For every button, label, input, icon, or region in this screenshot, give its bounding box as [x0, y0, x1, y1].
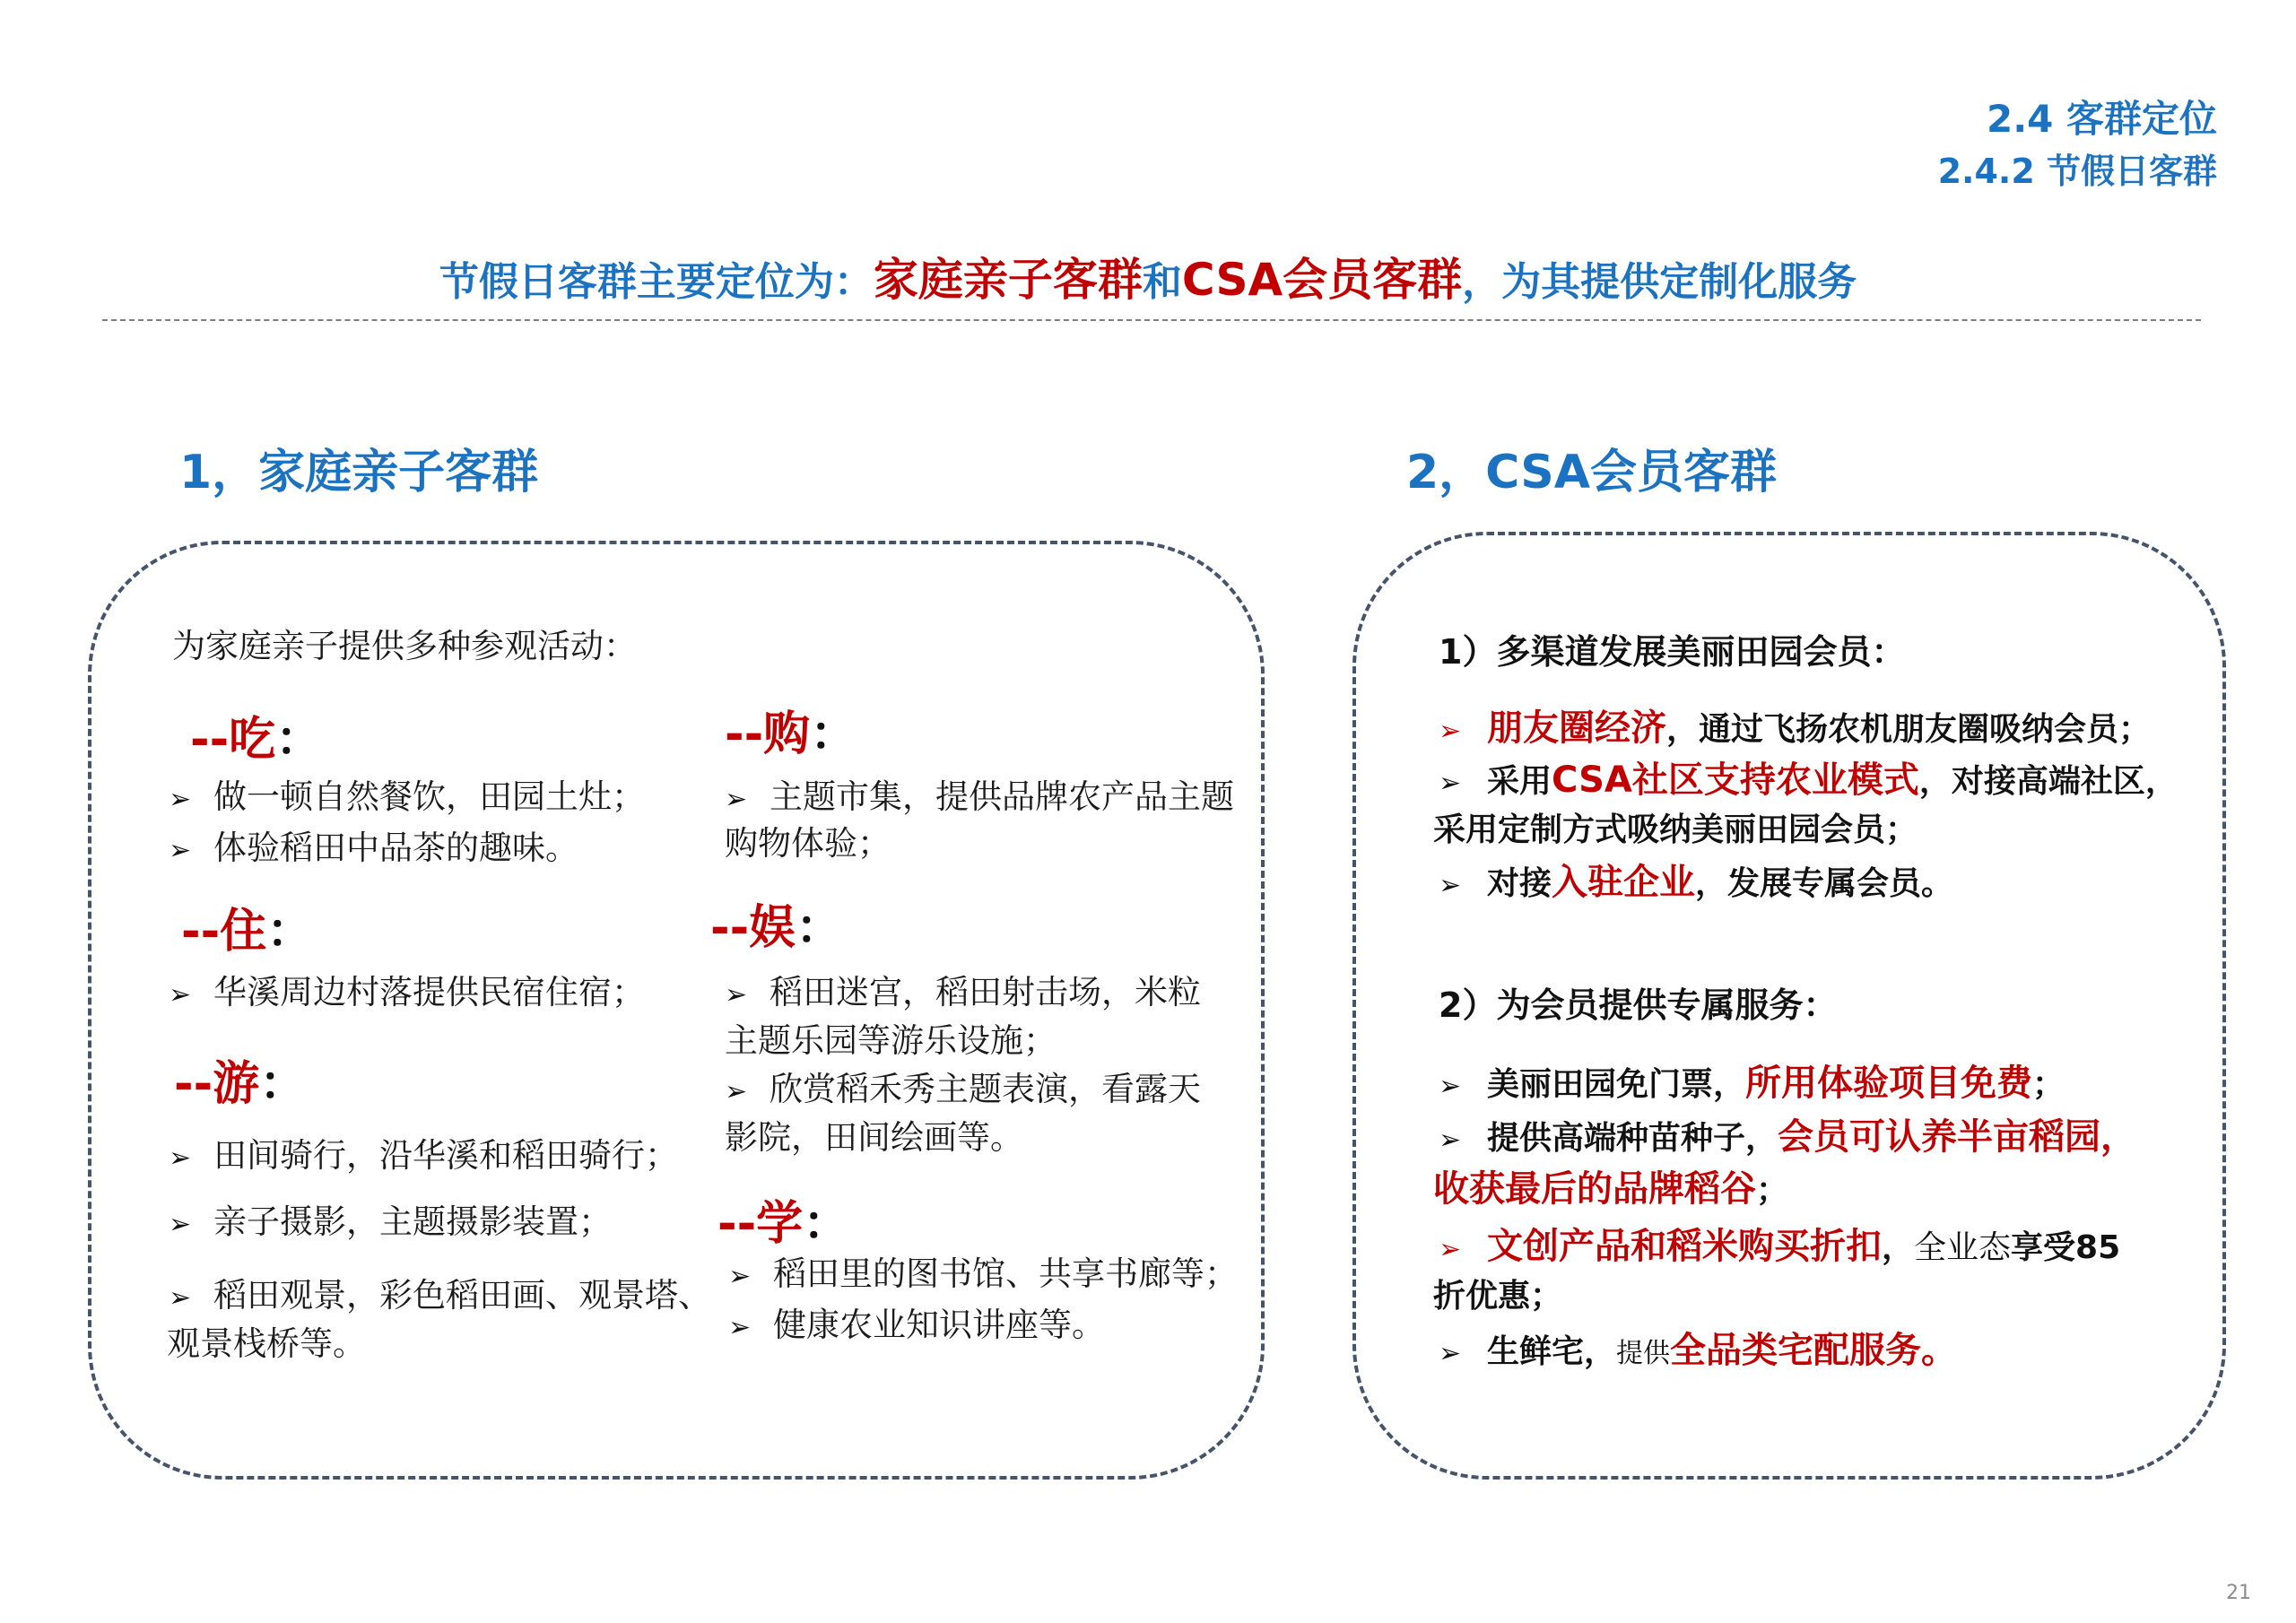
item-text: 采用定制方式吸纳美丽田园会员；: [1433, 812, 1918, 848]
list-item: [728, 1250, 1266, 1301]
category-label: 住: [220, 905, 267, 959]
arrow-bullet-icon: ➢: [1439, 1071, 1462, 1102]
arrow-bullet-icon: ➢: [1439, 1234, 1462, 1265]
item-text: ，通过飞扬农机朋友圈吸纳会员；: [1666, 711, 2152, 748]
item-text: 对接: [1487, 865, 1552, 902]
headline-prefix: 节假日客群主要定位为：: [439, 259, 874, 305]
page-number: 21: [2226, 1582, 2251, 1604]
arrow-bullet-icon: ➢: [1439, 1338, 1462, 1369]
item-text: 生鲜宅: [1487, 1333, 1585, 1370]
arrow-bullet-icon: ➢: [728, 1261, 752, 1292]
category-shop: [725, 696, 857, 763]
list-item-continued: [167, 1320, 366, 1368]
category-colon: ：: [803, 1197, 850, 1251]
emphasis-text: CSA社区支持农业模式: [1552, 759, 1919, 801]
emphasis-text: 所用体验项目免费: [1745, 1063, 2033, 1104]
category-colon: ：: [796, 901, 843, 955]
arrow-bullet-icon: ➢: [725, 979, 748, 1011]
item-text: 健康农业知识讲座等。: [773, 1306, 1105, 1344]
csa-item: [1439, 755, 2178, 809]
stay-list: [169, 968, 707, 1020]
csa-item: [1439, 1221, 2120, 1275]
item-text: 稻田里的图书馆、共享书廊等；: [773, 1254, 1238, 1293]
arrow-bullet-icon: ➢: [725, 1076, 748, 1107]
arrow-bullet-icon: ➢: [1439, 870, 1462, 901]
list-item: [725, 773, 1234, 824]
category-dash: --: [190, 713, 230, 767]
headline-group-csa: CSA会员客群: [1181, 254, 1463, 306]
csa-item: [1439, 1112, 2136, 1166]
category-dash: --: [181, 905, 221, 959]
category-label: 学: [756, 1197, 804, 1251]
csa-item: [1439, 1058, 2065, 1112]
item-text: ，: [1882, 1229, 1915, 1266]
list-item: [169, 824, 707, 875]
arrow-bullet-icon: ➢: [169, 1209, 192, 1240]
learn-list: [728, 1250, 1266, 1352]
category-label: 购: [763, 707, 811, 761]
list-item: [169, 1132, 678, 1183]
arrow-bullet-icon: ➢: [169, 979, 192, 1011]
item-text: 田间骑行，沿华溪和稻田骑行；: [213, 1136, 678, 1175]
category-dash: --: [718, 1197, 757, 1251]
item-text: 亲子摄影，主题摄影装置；: [213, 1202, 612, 1241]
emphasis-text: 朋友圈经济: [1487, 707, 1666, 749]
category-colon: ：: [266, 905, 314, 959]
emphasis-text: 全品类宅配服务。: [1670, 1330, 1958, 1371]
item-text: 稻田迷宫，稻田射击场，米粒: [770, 973, 1201, 1011]
list-item-continued: [725, 1114, 1023, 1162]
list-item: [169, 773, 707, 824]
section-title: 2.4 客群定位: [1986, 97, 2217, 141]
csa-item: [1439, 1325, 1957, 1379]
list-item-continued: [725, 1017, 1057, 1065]
arrow-bullet-icon: ➢: [169, 1282, 192, 1314]
family-group-title: 1，家庭亲子客群: [179, 446, 539, 499]
arrow-bullet-icon: ➢: [1439, 768, 1462, 799]
list-item: [728, 1301, 1266, 1352]
category-stay: [181, 893, 313, 960]
category-dash: --: [710, 901, 750, 955]
page-headline: [0, 244, 2296, 308]
category-tour: [174, 1046, 306, 1113]
arrow-bullet-icon: ➢: [728, 1312, 752, 1343]
item-text: 提供高端种苗种子，: [1487, 1120, 1779, 1157]
item-text: 做一顿自然餐饮，田园土灶；: [213, 777, 645, 816]
item-text: 欣赏稻禾秀主题表演，看露天: [770, 1070, 1201, 1108]
category-label: 娱: [749, 901, 796, 955]
emphasis-text: 入驻企业: [1552, 862, 1696, 903]
arrow-bullet-icon: ➢: [1439, 716, 1462, 747]
headline-divider: [102, 319, 2201, 321]
item-text: 稻田观景，彩色稻田画、观景塔、: [213, 1276, 711, 1315]
csa-section-1-heading: 1）多渠道发展美丽田园会员：: [1439, 632, 1906, 672]
emphasis-text: 会员可认养半亩稻园，: [1778, 1116, 2137, 1158]
headline-suffix: ，为其提供定制化服务: [1462, 259, 1857, 305]
arrow-bullet-icon: ➢: [169, 835, 192, 866]
arrow-bullet-icon: ➢: [169, 784, 192, 815]
item-text: 采用: [1487, 763, 1552, 800]
item-text: ；: [1756, 1172, 1789, 1209]
csa-item: [1439, 857, 1953, 911]
csa-group-title: 2，CSA会员客群: [1406, 446, 1778, 499]
item-text: 美丽田园免门票，: [1487, 1066, 1746, 1103]
list-item-continued: [725, 820, 891, 868]
category-label: 游: [213, 1057, 260, 1111]
category-learn: [718, 1185, 849, 1253]
item-text: 主题市集，提供品牌农产品主题: [770, 777, 1234, 816]
headline-connector: 和: [1142, 259, 1182, 305]
family-intro: 为家庭亲子提供多种参观活动：: [172, 627, 637, 665]
emphasis-text: 文创产品和稻米购买折扣: [1487, 1226, 1882, 1267]
item-text: 华溪周边村落提供民宿住宿；: [213, 973, 645, 1011]
item-text: 提供: [1616, 1338, 1671, 1369]
item-text: 全业态: [1914, 1229, 2012, 1266]
item-text: ，发展专属会员。: [1695, 865, 1954, 902]
category-eat: [190, 701, 322, 768]
item-text: ，对接高端社区，: [1918, 763, 2178, 800]
item-text: 享受85: [2011, 1229, 2121, 1266]
item-text: 折优惠；: [1433, 1278, 1563, 1315]
arrow-bullet-icon: ➢: [725, 784, 748, 815]
list-item: [725, 968, 1201, 1020]
item-text: ，: [1584, 1333, 1617, 1370]
category-label: 吃: [229, 713, 276, 767]
arrow-bullet-icon: ➢: [1439, 1124, 1462, 1156]
headline-group-family: 家庭亲子客群: [873, 254, 1143, 306]
category-dash: --: [174, 1057, 213, 1111]
list-item: [169, 1271, 711, 1323]
csa-item-continued: [1433, 1271, 1562, 1322]
emphasis-text: 收获最后的品牌稻谷: [1433, 1168, 1756, 1210]
csa-item-continued: [1433, 805, 1918, 855]
arrow-bullet-icon: ➢: [169, 1142, 192, 1174]
list-item: [725, 1065, 1201, 1116]
list-item: [169, 968, 707, 1020]
item-text: 影院，田间绘画等。: [725, 1118, 1023, 1157]
subsection-title: 2.4.2 节假日客群: [1937, 152, 2217, 191]
category-colon: ：: [810, 707, 857, 761]
csa-item-continued: [1433, 1164, 1788, 1216]
item-text: 购物体验；: [725, 824, 891, 863]
item-text: 体验稻田中品茶的趣味。: [213, 829, 578, 867]
item-text: ；: [2032, 1066, 2066, 1103]
category-colon: ：: [259, 1057, 307, 1111]
category-dash: --: [725, 707, 764, 761]
eat-list: [169, 773, 707, 875]
category-play: [710, 890, 842, 957]
item-text: 主题乐园等游乐设施；: [725, 1021, 1057, 1060]
category-colon: ：: [275, 713, 323, 767]
list-item: [169, 1198, 612, 1249]
csa-item: [1439, 703, 2151, 757]
csa-section-2-heading: 2）为会员提供专属服务：: [1439, 985, 1838, 1025]
item-text: 观景栈桥等。: [167, 1324, 366, 1363]
